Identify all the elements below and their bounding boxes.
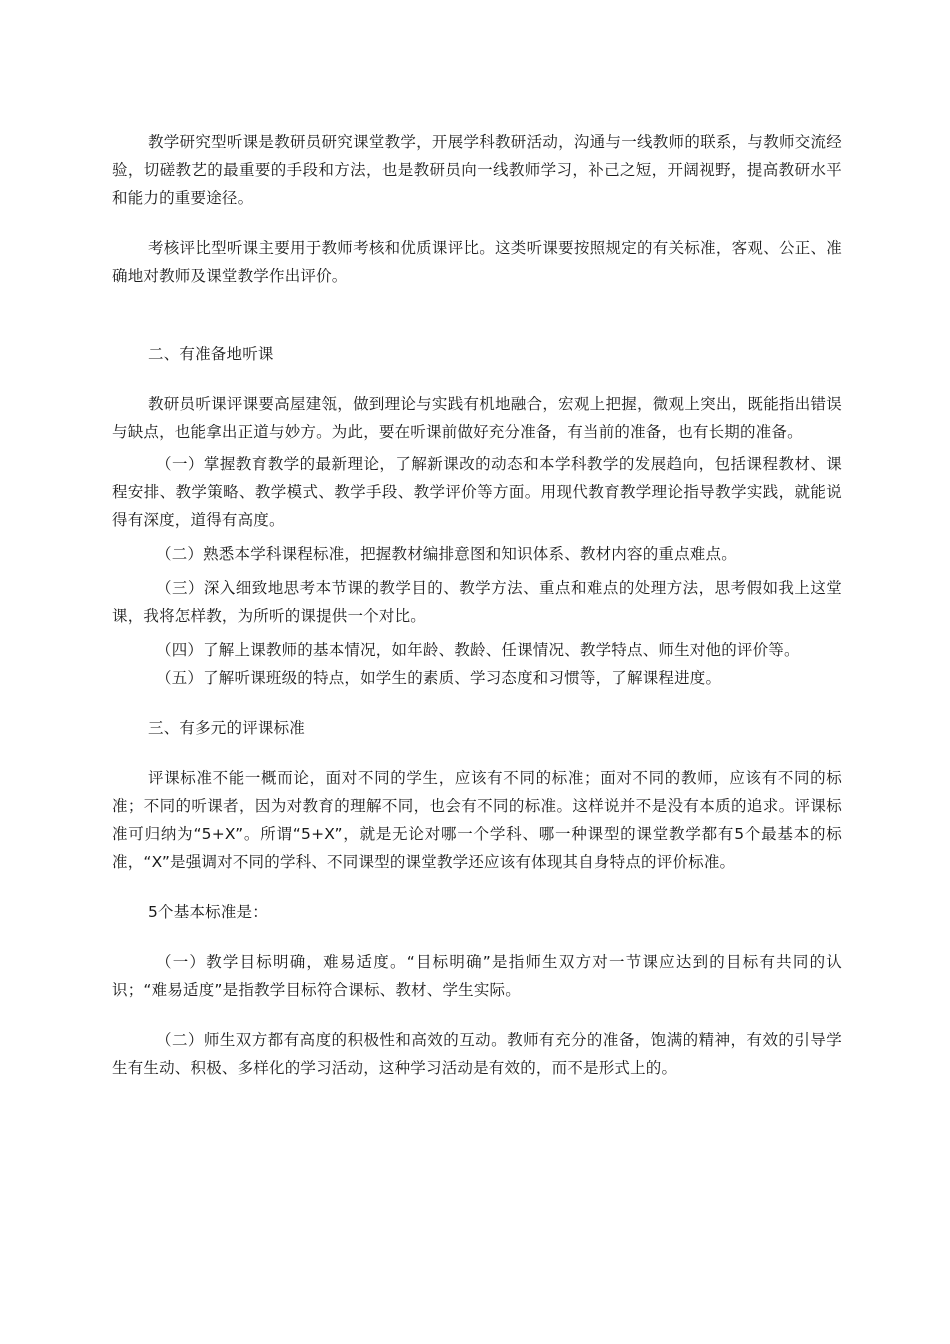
list-item: （五）了解听课班级的特点，如学生的素质、学习态度和习惯等，了解课程进度。 (156, 669, 722, 687)
paragraph-five-standards-intro: 5个基本标准是： (148, 903, 268, 921)
list-item: （四）了解上课教师的基本情况，如年龄、教龄、任课情况、教学特点、师生对他的评价等。 (156, 641, 800, 659)
list-item: （三）深入细致地思考本节课的教学目的、教学方法、重点和难点的处理方法，思考假如我上这堂课，我将怎样教，为所听的课提供一个对比。 (112, 579, 842, 625)
section-heading-3: 三、有多元的评课标准 (148, 719, 306, 737)
paragraph-assessment: 考核评比型听课主要用于教师考核和优质课评比。这类听课要按照规定的有关标准，客观、公正、准确地对教师及课堂教学作出评价。 (112, 239, 842, 285)
paragraph-preparation: 教研员听课评课要高屋建瓴，做到理论与实践有机地融合，宏观上把握，微观上突出，既能指出错误与缺点，也能拿出正道与妙方。为此，要在听课前做好充分准备，有当前的准备，也有长期的准备。 (112, 395, 842, 441)
list-item: （一）掌握教育教学的最新理论，了解新课改的动态和本学科教学的发展趋向，包括课程教材、课程安排、教学策略、教学模式、教学手段、教学评价等方面。用现代教育教学理论指导教学实践，就能说得有深度，道得有高度。 (112, 455, 842, 529)
section-heading-2: 二、有准备地听课 (148, 345, 274, 363)
document-body (112, 128, 842, 1082)
standard-item-2: （二）师生双方都有高度的积极性和高效的互动。教师有充分的准备，饱满的精神，有效的引导学生有生动、积极、多样化的学习活动，这种学习活动是有效的，而不是形式上的。 (112, 1031, 842, 1077)
list-item: （二）熟悉本学科课程标准，把握教材编排意图和知识体系、教材内容的重点难点。 (156, 545, 737, 563)
paragraph-standards: 评课标准不能一概而论，面对不同的学生，应该有不同的标准；面对不同的教师，应该有不同的标准；不同的听课者，因为对教育的理解不同，也会有不同的标准。这样说并不是没有本质的追求。评课标准可归纳为“5+X”。所谓“5+X”，就是无论对哪一个学科、哪一种课型的课堂教学都有5个最基本的标准，“X”是强调对不同的学科、不同课型的课堂教学还应该有体现其自身特点的评价标准。 (112, 769, 842, 871)
paragraph-teaching-research: 教学研究型听课是教研员研究课堂教学，开展学科教研活动，沟通与一线教师的联系，与教师交流经验，切磋教艺的最重要的手段和方法，也是教研员向一线教师学习，补己之短，开阔视野，提高教研水平和能力的重要途径。 (112, 133, 842, 207)
standard-item-1: （一）教学目标明确，难易适度。“目标明确”是指师生双方对一节课应达到的目标有共同的认识；“难易适度”是指教学目标符合课标、教材、学生实际。 (112, 953, 842, 999)
